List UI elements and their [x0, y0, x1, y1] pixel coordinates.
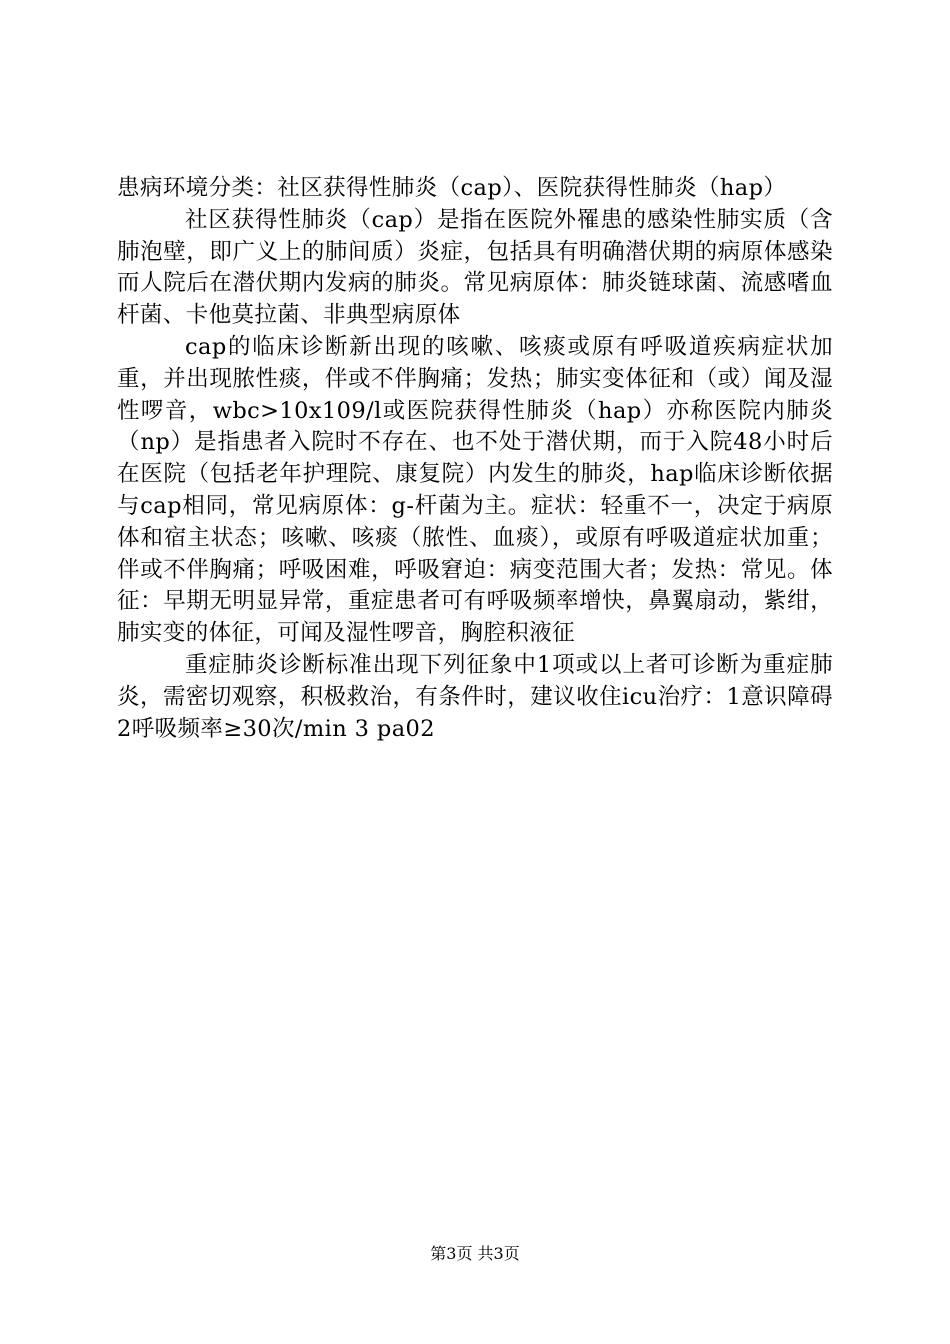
paragraph-classification: 患病环境分类：社区获得性肺炎（cap）、医院获得性肺炎（hap）: [117, 175, 787, 201]
paragraph-cap-definition: 社区获得性肺炎（cap）是指在医院外罹患的感染性肺实质（含肺泡壁，即广义上的肺间质）炎症，包括具有明确潜伏期的病原体感染而人院后在潜伏期内发病的肺炎。常见病原体：肺炎链球菌、流感嗜血杆菌、卡他莫拉菌、非典型病原体: [117, 206, 833, 329]
page-number-footer: 第3页 共3页: [430, 1244, 520, 1263]
paragraph-clinical-diagnosis: cap的临床诊断新出现的咳嗽、咳痰或原有呼吸道疾病症状加重，并出现脓性痰，伴或不伴胸痛；发热；肺实变体征和（或）闻及湿性啰音，wbc>10x109/l或医院获得性肺炎（hap）亦称医院内肺炎（np）是指患者入院时不存在、也不处于潜伏期，而于入院48小时后在医院（包括老年护理院、康复院）内发生的肺炎，hap临床诊断依据与cap相同，常见病原体：g-杆菌为主。症状：轻重不一，决定于病原体和宿主状态；咳嗽、咳痰（脓性、血痰），或原有呼吸道症状加重；伴或不伴胸痛；呼吸困难，呼吸窘迫：病变范围大者；发热：常见。体征：早期无明显异常，重症患者可有呼吸频率增快，鼻翼扇动，紫绀，肺实变的体征，可闻及湿性啰音，胸腔积液征: [117, 333, 833, 647]
paragraph-severe-pneumonia: 重症肺炎诊断标准出现下列征象中1项或以上者可诊断为重症肺炎，需密切观察，积极救治，有条件时，建议收住icu治疗：1意识障碍2呼吸频率≥30次/min 3 pa02: [117, 651, 833, 742]
document-body: [117, 173, 833, 745]
